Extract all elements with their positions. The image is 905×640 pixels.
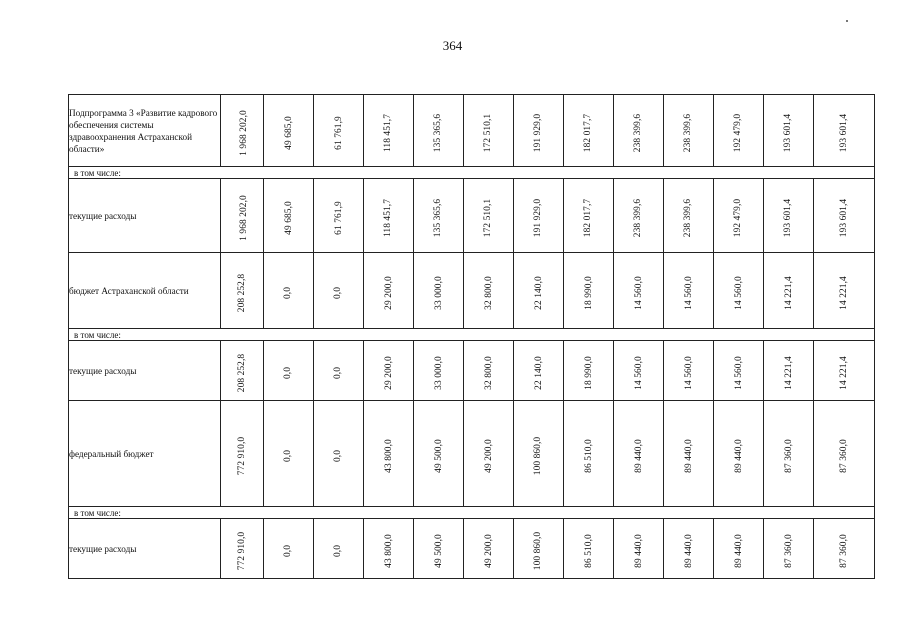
value-text: 14 560,0: [683, 355, 694, 390]
value-cell: [264, 401, 314, 507]
value-cell: [614, 341, 664, 401]
value-cell: [314, 179, 364, 253]
value-text: 87 360,0: [783, 438, 794, 473]
value-text: 238 399,6: [633, 198, 644, 237]
value-text: 14 560,0: [683, 275, 694, 310]
value-text: 89 440,0: [733, 438, 744, 473]
value-cell: [564, 253, 614, 329]
value-cell: [564, 95, 614, 167]
value-text: 0,0: [283, 544, 294, 557]
value-text: 14 221,4: [783, 355, 794, 390]
row-label: бюджет Астраханской области: [69, 253, 221, 329]
value-text: 33 000,0: [433, 355, 444, 390]
value-text: 118 451,7: [383, 113, 394, 152]
value-cell: [264, 253, 314, 329]
value-text: 14 560,0: [733, 355, 744, 390]
row-label: федеральный бюджет: [69, 401, 221, 507]
value-text: 238 399,6: [683, 198, 694, 237]
value-text: 33 000,0: [433, 275, 444, 310]
value-text: 14 221,4: [839, 275, 849, 310]
value-text: 61 761,9: [333, 115, 344, 150]
value-text: 0,0: [283, 366, 294, 379]
value-cell: [364, 179, 414, 253]
value-cell: [714, 341, 764, 401]
value-cell: [714, 401, 764, 507]
value-cell: [614, 401, 664, 507]
value-text: 191 929,0: [533, 198, 544, 237]
page-number: 364: [442, 38, 463, 53]
value-cell: [314, 401, 364, 507]
value-text: 61 761,9: [333, 200, 344, 235]
value-text: 22 140,0: [533, 355, 544, 390]
value-text: 18 990,0: [583, 355, 594, 390]
value-cell: [714, 519, 764, 579]
value-cell: [714, 95, 764, 167]
value-cell: [564, 519, 614, 579]
value-cell: [614, 519, 664, 579]
value-cell: [264, 341, 314, 401]
value-cell: [514, 341, 564, 401]
value-text: 238 399,6: [683, 113, 694, 152]
table-row: [69, 179, 875, 253]
value-cell: [314, 341, 364, 401]
value-text: 14 560,0: [733, 275, 744, 310]
value-text: 18 990,0: [583, 275, 594, 310]
value-cell: [314, 95, 364, 167]
value-text: 14 221,4: [839, 355, 849, 390]
value-text: 182 017,7: [583, 113, 594, 152]
value-text: 89 440,0: [733, 533, 744, 568]
value-cell: [514, 401, 564, 507]
value-text: 0,0: [333, 449, 344, 462]
value-cell: [314, 253, 364, 329]
value-cell: [414, 95, 464, 167]
value-text: 0,0: [333, 286, 344, 299]
value-cell: [514, 179, 564, 253]
value-text: 14 560,0: [633, 275, 644, 310]
value-text: 43 800,0: [383, 533, 394, 568]
value-text: 86 510,0: [583, 438, 594, 473]
value-cell: [664, 341, 714, 401]
value-text: 87 360,0: [839, 533, 849, 568]
value-text: 182 017,7: [583, 198, 594, 237]
value-cell: [814, 179, 875, 253]
value-text: 0,0: [333, 544, 344, 557]
value-text: 172 510,1: [483, 113, 494, 152]
value-text: 208 252,8: [237, 273, 247, 312]
value-text: 0,0: [283, 449, 294, 462]
value-cell: [264, 179, 314, 253]
value-cell: [814, 519, 875, 579]
value-text: 49 685,0: [283, 115, 294, 150]
value-cell: [564, 341, 614, 401]
table-row: [69, 95, 875, 167]
row-label: текущие расходы: [69, 341, 221, 401]
value-cell: [614, 179, 664, 253]
value-cell: [414, 179, 464, 253]
value-text: 43 800,0: [383, 438, 394, 473]
value-cell: [464, 253, 514, 329]
value-text: 87 360,0: [839, 438, 849, 473]
value-text: 89 440,0: [683, 438, 694, 473]
value-text: 172 510,1: [483, 198, 494, 237]
value-cell: [564, 401, 614, 507]
value-text: 32 800,0: [483, 275, 494, 310]
value-cell: [414, 253, 464, 329]
value-cell: [464, 95, 514, 167]
value-cell: [664, 401, 714, 507]
value-text: 193 601,4: [839, 198, 849, 237]
value-cell: [714, 253, 764, 329]
value-text: 0,0: [283, 286, 294, 299]
value-text: 772 910,0: [237, 436, 247, 475]
value-text: 89 440,0: [633, 438, 644, 473]
table-row: [69, 253, 875, 329]
value-cell: [221, 253, 264, 329]
value-cell: [814, 341, 875, 401]
value-text: 118 451,7: [383, 198, 394, 237]
value-cell: [664, 179, 714, 253]
value-cell: [364, 341, 414, 401]
value-cell: [664, 519, 714, 579]
value-text: 772 910,0: [237, 531, 247, 570]
value-cell: [814, 401, 875, 507]
value-cell: [614, 253, 664, 329]
value-cell: [564, 179, 614, 253]
value-text: 238 399,6: [633, 113, 644, 152]
subheading-row: [69, 507, 875, 519]
value-text: 87 360,0: [783, 533, 794, 568]
value-cell: [221, 341, 264, 401]
value-text: 208 252,8: [237, 353, 247, 392]
value-text: 86 510,0: [583, 533, 594, 568]
value-cell: [764, 341, 814, 401]
value-text: 29 200,0: [383, 355, 394, 390]
value-cell: [464, 341, 514, 401]
value-cell: [764, 401, 814, 507]
value-text: 89 440,0: [683, 533, 694, 568]
value-text: 135 365,6: [433, 198, 444, 237]
value-text: 193 601,4: [783, 113, 794, 152]
value-cell: [664, 253, 714, 329]
value-text: 49 200,0: [483, 533, 494, 568]
value-cell: [221, 95, 264, 167]
value-text: 100 860,0: [533, 436, 544, 475]
table-body: [69, 95, 875, 579]
value-cell: [364, 401, 414, 507]
value-text: 193 601,4: [839, 113, 849, 152]
value-cell: [464, 401, 514, 507]
value-cell: [814, 253, 875, 329]
subheading-cell: в том числе:: [69, 507, 875, 519]
subheading-cell: в том числе:: [69, 167, 875, 179]
value-cell: [414, 401, 464, 507]
value-cell: [264, 519, 314, 579]
value-cell: [514, 519, 564, 579]
value-cell: [221, 179, 264, 253]
value-cell: [364, 519, 414, 579]
value-text: 89 440,0: [633, 533, 644, 568]
row-label: текущие расходы: [69, 179, 221, 253]
value-cell: [764, 179, 814, 253]
value-cell: [221, 519, 264, 579]
value-text: 32 800,0: [483, 355, 494, 390]
value-text: 1 968 202,0: [238, 194, 249, 241]
scan-speck: [846, 20, 848, 22]
value-text: 22 140,0: [533, 275, 544, 310]
value-cell: [764, 253, 814, 329]
subheading-cell: в том числе:: [69, 329, 875, 341]
value-text: 100 860,0: [533, 531, 544, 570]
subheading-row: [69, 329, 875, 341]
budget-table: [68, 94, 875, 579]
value-text: 191 929,0: [533, 113, 544, 152]
value-cell: [714, 179, 764, 253]
value-cell: [664, 95, 714, 167]
value-text: 135 365,6: [433, 113, 444, 152]
value-text: 49 685,0: [283, 200, 294, 235]
value-cell: [614, 95, 664, 167]
value-text: 29 200,0: [383, 275, 394, 310]
value-text: 14 221,4: [783, 275, 794, 310]
value-cell: [764, 95, 814, 167]
row-label: Подпрограмма 3 «Развитие кадрового обеспечения системы здравоохранения Астраханской области»: [69, 95, 221, 167]
value-cell: [314, 519, 364, 579]
value-text: 49 200,0: [483, 438, 494, 473]
value-cell: [464, 179, 514, 253]
value-text: 49 500,0: [433, 533, 444, 568]
subheading-row: [69, 167, 875, 179]
value-cell: [264, 95, 314, 167]
value-text: 1 968 202,0: [238, 109, 249, 156]
value-text: 192 479,0: [733, 113, 744, 152]
value-text: 193 601,4: [783, 198, 794, 237]
row-label: текущие расходы: [69, 519, 221, 579]
value-text: 49 500,0: [433, 438, 444, 473]
value-cell: [221, 401, 264, 507]
value-cell: [414, 341, 464, 401]
value-text: 0,0: [333, 366, 344, 379]
value-cell: [364, 95, 414, 167]
table-row: [69, 341, 875, 401]
value-cell: [364, 253, 414, 329]
value-cell: [464, 519, 514, 579]
value-cell: [514, 95, 564, 167]
table-row: [69, 519, 875, 579]
value-cell: [514, 253, 564, 329]
value-cell: [764, 519, 814, 579]
value-text: 14 560,0: [633, 355, 644, 390]
value-cell: [814, 95, 875, 167]
value-cell: [414, 519, 464, 579]
table-row: [69, 401, 875, 507]
value-text: 192 479,0: [733, 198, 744, 237]
